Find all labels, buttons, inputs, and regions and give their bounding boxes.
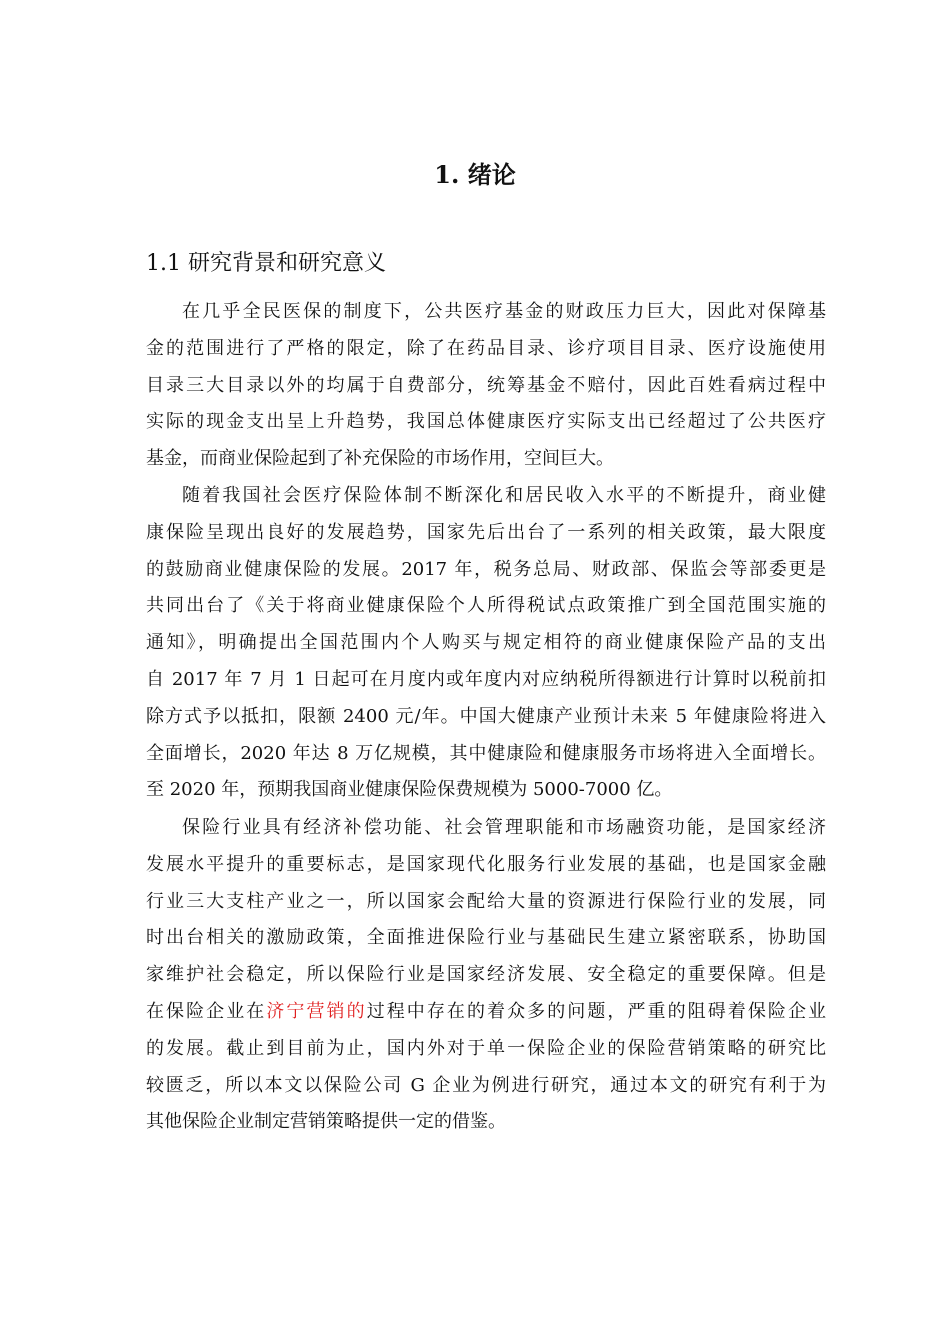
section-title: 1.1 研究背景和研究意义 — [146, 251, 386, 276]
paragraph-line: 较匮乏，所以本文以保险公司 G 企业为例进行研究，通过本文的研究有利于为 — [146, 1074, 826, 1096]
paragraph-line: 自 2017 年 7 月 1 日起可在月度内或年度内对应纳税所得额进行计算时以税前扣 — [146, 668, 826, 690]
paragraph-2 — [146, 478, 826, 809]
text-before-link: 在保险企业在 — [146, 1000, 267, 1022]
paragraph-1 — [146, 294, 826, 478]
paragraph-line: 共同出台了《关于将商业健康保险个人所得税试点政策推广到全国范围实施的 — [146, 595, 826, 617]
paragraph-line: 通知》，明确提出全国范围内个人购买与规定相符的商业健康保险产品的支出 — [146, 632, 826, 654]
paragraph-line: 发展水平提升的重要标志，是国家现代化服务行业发展的基础，也是国家金融 — [146, 853, 826, 875]
paragraph-line: 的发展。截止到目前为止，国内外对于单一保险企业的保险营销策略的研究比 — [146, 1037, 826, 1059]
paragraph-line: 除方式予以抵扣，限额 2400 元/年。中国大健康产业预计未来 5 年健康险将进入 — [146, 705, 826, 727]
paragraph-line: 康保险呈现出良好的发展趋势，国家先后出台了一系列的相关政策，最大限度 — [146, 521, 826, 543]
paragraph-line-with-link — [146, 994, 826, 1031]
paragraph-3 — [146, 810, 826, 1141]
paragraph-line: 保险行业具有经济补偿功能、社会管理职能和市场融资功能，是国家经济 — [182, 817, 826, 838]
paragraph-line: 行业三大支柱产业之一，所以国家会配给大量的资源进行保险行业的发展，同 — [146, 890, 826, 912]
paragraph-line: 在几乎全民医保的制度下，公共医疗基金的财政压力巨大，因此对保障基 — [182, 301, 826, 322]
paragraph-line: 实际的现金支出呈上升趋势，我国总体健康医疗实际支出已经超过了公共医疗 — [146, 411, 826, 433]
paragraph-line: 的鼓励商业健康保险的发展。2017 年，税务总局、财政部、保监会等部委更是 — [146, 558, 826, 580]
paragraph-line: 其他保险企业制定营销策略提供一定的借鉴。 — [146, 1111, 506, 1133]
paragraph-line: 家维护社会稳定，所以保险行业是国家经济发展、安全稳定的重要保障。但是 — [146, 964, 826, 986]
paragraph-line: 目录三大目录以外的均属于自费部分，统筹基金不赔付，因此百姓看病过程中 — [146, 374, 826, 396]
chapter-title: 1. 绪论 — [434, 160, 516, 189]
text-after-link: 过程中存在的着众多的问题，严重的阻碍着保险企业 — [366, 1000, 827, 1022]
paragraph-line: 至 2020 年，预期我国商业健康保险保费规模为 5000-7000 亿。 — [146, 779, 673, 801]
paragraph-line: 随着我国社会医疗保险体制不断深化和居民收入水平的不断提升，商业健 — [182, 485, 826, 506]
paragraph-line: 基金，而商业保险起到了补充保险的市场作用，空间巨大。 — [146, 448, 614, 470]
paragraph-line: 金的范围进行了严格的限定，除了在药品目录、诊疗项目目录、医疗设施使用 — [146, 337, 826, 359]
inline-link[interactable]: 济宁营销的 — [266, 1000, 367, 1022]
paragraph-line: 时出台相关的激励政策，全面推进保险行业与基础民生建立紧密联系，协助国 — [146, 927, 826, 949]
paragraph-line: 全面增长，2020 年达 8 万亿规模，其中健康险和健康服务市场将进入全面增长。 — [146, 742, 826, 764]
